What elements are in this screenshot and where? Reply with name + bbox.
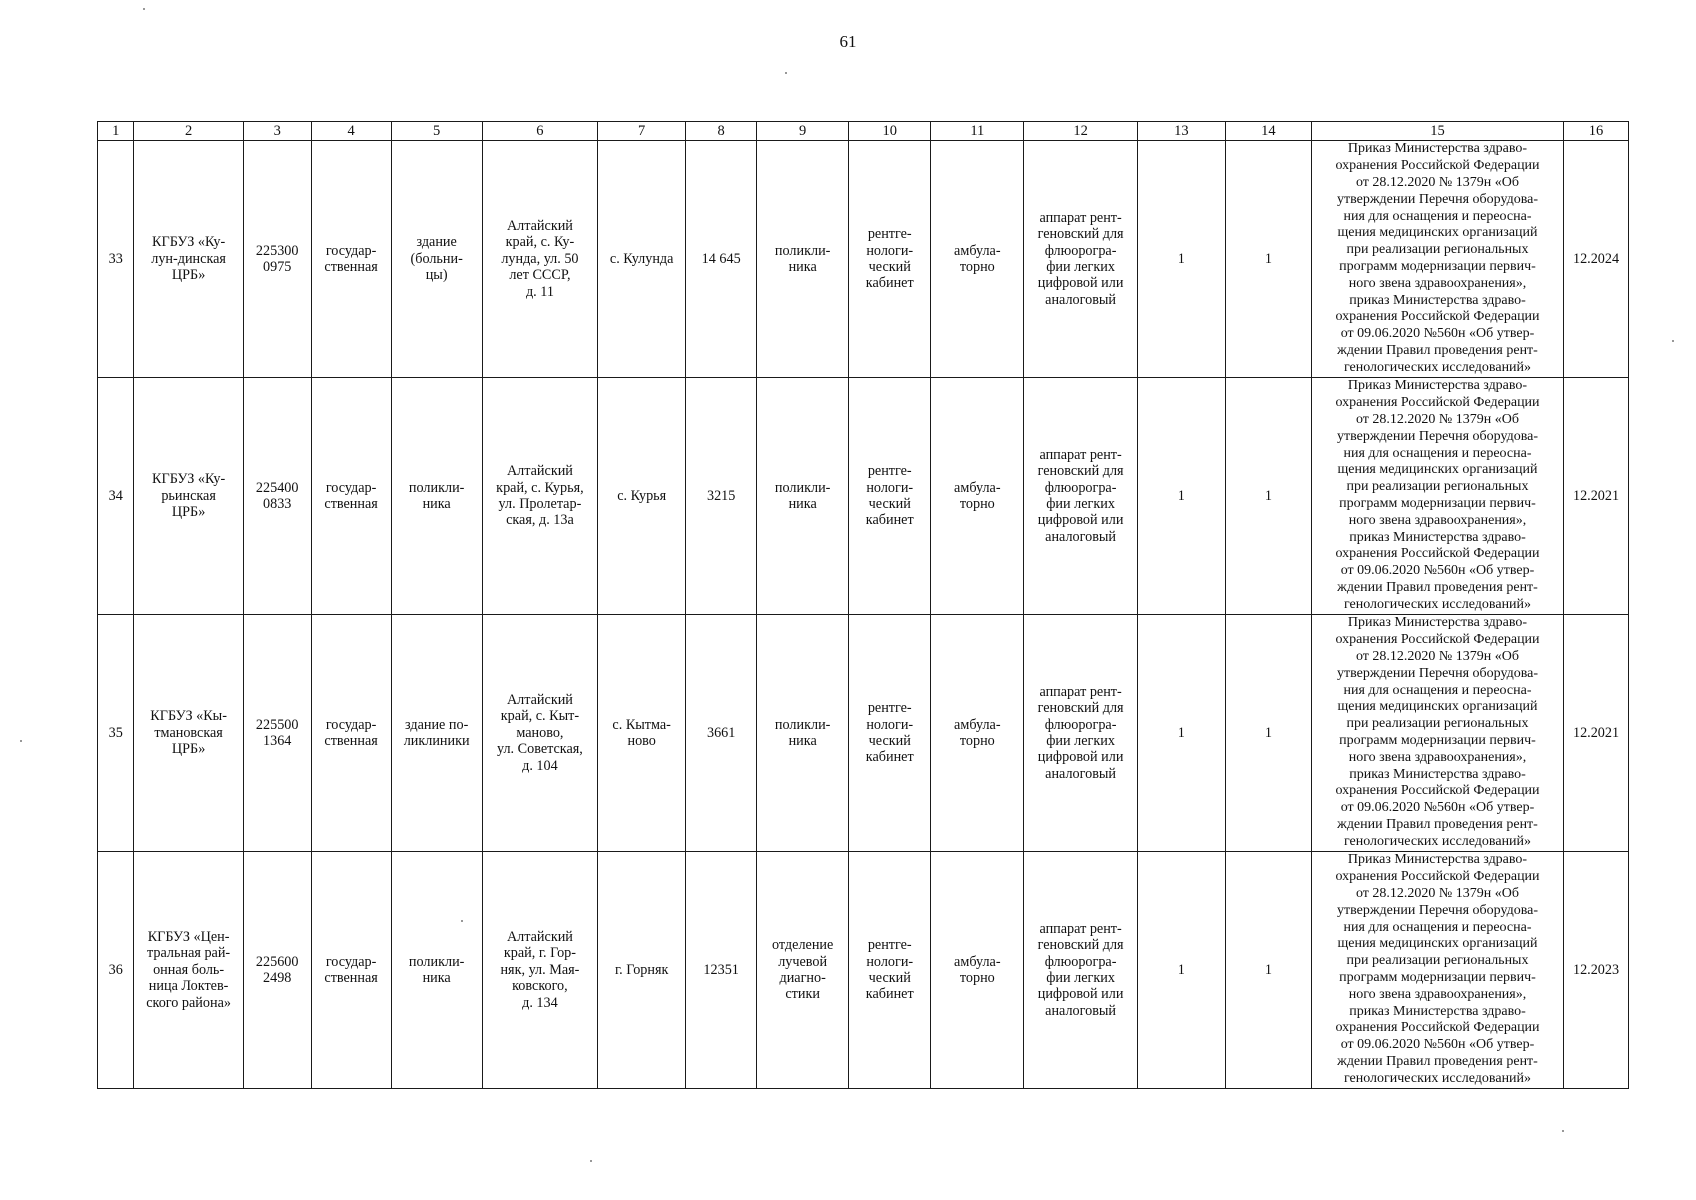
column-number: 11 [931, 122, 1024, 141]
ownership-form: государ- ственная [311, 141, 391, 378]
address: Алтайский край, с. Кыт- маново, ул. Советская, д. 104 [482, 615, 597, 852]
care-mode: амбула- торно [931, 378, 1024, 615]
organization-name: КГБУЗ «Цен- тральная рай- онная боль- ница Локтев- ского района» [134, 852, 243, 1089]
care-mode: амбула- торно [931, 615, 1024, 852]
quantity: 1 [1137, 615, 1225, 852]
population: 14 645 [686, 141, 757, 378]
locality: с. Кулунда [598, 141, 686, 378]
column-number-row [98, 122, 1629, 141]
column-number: 5 [391, 122, 482, 141]
ownership-form: государ- ственная [311, 852, 391, 1089]
column-number: 3 [243, 122, 311, 141]
row-number: 36 [98, 852, 134, 1089]
table-row [98, 141, 1629, 378]
scan-speck [143, 8, 145, 10]
unit: поликли- ника [757, 141, 849, 378]
quantity: 1 [1225, 141, 1311, 378]
column-number: 10 [849, 122, 931, 141]
ownership-form: государ- ственная [311, 378, 391, 615]
quantity: 1 [1225, 378, 1311, 615]
scan-speck [590, 1160, 592, 1162]
column-number: 1 [98, 122, 134, 141]
column-number: 15 [1311, 122, 1563, 141]
equipment-table [97, 121, 1629, 1089]
equipment: аппарат рент- геновский для флюорогра- фии легких цифровой или аналоговый [1024, 852, 1137, 1089]
column-number: 14 [1225, 122, 1311, 141]
scan-speck [461, 920, 463, 922]
organization-name: КГБУЗ «Кы- тмановская ЦРБ» [134, 615, 243, 852]
care-mode: амбула- торно [931, 141, 1024, 378]
scan-speck [785, 72, 787, 74]
equipment: аппарат рент- геновский для флюорогра- фии легких цифровой или аналоговый [1024, 615, 1137, 852]
organization-code: 225300 0975 [243, 141, 311, 378]
population: 3661 [686, 615, 757, 852]
deadline-date: 12.2023 [1564, 852, 1629, 1089]
organization-code: 225600 2498 [243, 852, 311, 1089]
building-type: поликли- ника [391, 852, 482, 1089]
unit: поликли- ника [757, 615, 849, 852]
page-number: 61 [839, 32, 857, 51]
scan-speck [1672, 340, 1674, 342]
quantity: 1 [1225, 852, 1311, 1089]
ownership-form: государ- ственная [311, 615, 391, 852]
locality: с. Курья [598, 378, 686, 615]
legal-basis: Приказ Министерства здраво- охранения Российской Федерации от 28.12.2020 № 1379н «Об утверждении Перечня оборудова- ния для оснащения и переосна- щения медицинских организаций при реализации региональных программ модернизации первич- ного звена здравоохранения», приказ Министерства здраво- охранения Российской Федерации от 09.06.2020 №560н «Об утвер- ждении Правил проведения рент- генологических исследований» [1311, 141, 1563, 378]
locality: г. Горняк [598, 852, 686, 1089]
equipment: аппарат рент- геновский для флюорогра- фии легких цифровой или аналоговый [1024, 378, 1137, 615]
row-number: 33 [98, 141, 134, 378]
legal-basis: Приказ Министерства здраво- охранения Российской Федерации от 28.12.2020 № 1379н «Об утверждении Перечня оборудова- ния для оснащения и переосна- щения медицинских организаций при реализации региональных программ модернизации первич- ного звена здравоохранения», приказ Министерства здраво- охранения Российской Федерации от 09.06.2020 №560н «Об утвер- ждении Правил проведения рент- генологических исследований» [1311, 852, 1563, 1089]
quantity: 1 [1225, 615, 1311, 852]
legal-basis: Приказ Министерства здраво- охранения Российской Федерации от 28.12.2020 № 1379н «Об утверждении Перечня оборудова- ния для оснащения и переосна- щения медицинских организаций при реализации региональных программ модернизации первич- ного звена здравоохранения», приказ Министерства здраво- охранения Российской Федерации от 09.06.2020 №560н «Об утвер- ждении Правил проведения рент- генологических исследований» [1311, 378, 1563, 615]
building-type: поликли- ника [391, 378, 482, 615]
table-row [98, 615, 1629, 852]
column-number: 13 [1137, 122, 1225, 141]
address: Алтайский край, с. Курья, ул. Пролетар- ская, д. 13а [482, 378, 597, 615]
column-number: 7 [598, 122, 686, 141]
column-number: 16 [1564, 122, 1629, 141]
cabinet: рентге- нологи- ческий кабинет [849, 615, 931, 852]
locality: с. Кытма- ново [598, 615, 686, 852]
row-number: 34 [98, 378, 134, 615]
row-number: 35 [98, 615, 134, 852]
table-row [98, 378, 1629, 615]
column-number: 8 [686, 122, 757, 141]
quantity: 1 [1137, 141, 1225, 378]
cabinet: рентге- нологи- ческий кабинет [849, 378, 931, 615]
quantity: 1 [1137, 378, 1225, 615]
scan-speck [20, 740, 22, 742]
population: 3215 [686, 378, 757, 615]
cabinet: рентге- нологи- ческий кабинет [849, 141, 931, 378]
deadline-date: 12.2024 [1564, 141, 1629, 378]
legal-basis: Приказ Министерства здраво- охранения Российской Федерации от 28.12.2020 № 1379н «Об утверждении Перечня оборудова- ния для оснащения и переосна- щения медицинских организаций при реализации региональных программ модернизации первич- ного звена здравоохранения», приказ Министерства здраво- охранения Российской Федерации от 09.06.2020 №560н «Об утвер- ждении Правил проведения рент- генологических исследований» [1311, 615, 1563, 852]
quantity: 1 [1137, 852, 1225, 1089]
deadline-date: 12.2021 [1564, 615, 1629, 852]
deadline-date: 12.2021 [1564, 378, 1629, 615]
column-number: 12 [1024, 122, 1137, 141]
unit: поликли- ника [757, 378, 849, 615]
address: Алтайский край, г. Гор- няк, ул. Мая- ковского, д. 134 [482, 852, 597, 1089]
column-number: 6 [482, 122, 597, 141]
unit: отделение лучевой диагно- стики [757, 852, 849, 1089]
organization-name: КГБУЗ «Ку- рьинская ЦРБ» [134, 378, 243, 615]
equipment: аппарат рент- геновский для флюорогра- фии легких цифровой или аналоговый [1024, 141, 1137, 378]
column-number: 4 [311, 122, 391, 141]
address: Алтайский край, с. Ку- лунда, ул. 50 лет СССР, д. 11 [482, 141, 597, 378]
organization-code: 225400 0833 [243, 378, 311, 615]
column-number: 9 [757, 122, 849, 141]
care-mode: амбула- торно [931, 852, 1024, 1089]
organization-code: 225500 1364 [243, 615, 311, 852]
building-type: здание (больни- цы) [391, 141, 482, 378]
cabinet: рентге- нологи- ческий кабинет [849, 852, 931, 1089]
table-row [98, 852, 1629, 1089]
building-type: здание по- ликлиники [391, 615, 482, 852]
organization-name: КГБУЗ «Ку- лун-динская ЦРБ» [134, 141, 243, 378]
population: 12351 [686, 852, 757, 1089]
column-number: 2 [134, 122, 243, 141]
scan-speck [1562, 1130, 1564, 1132]
